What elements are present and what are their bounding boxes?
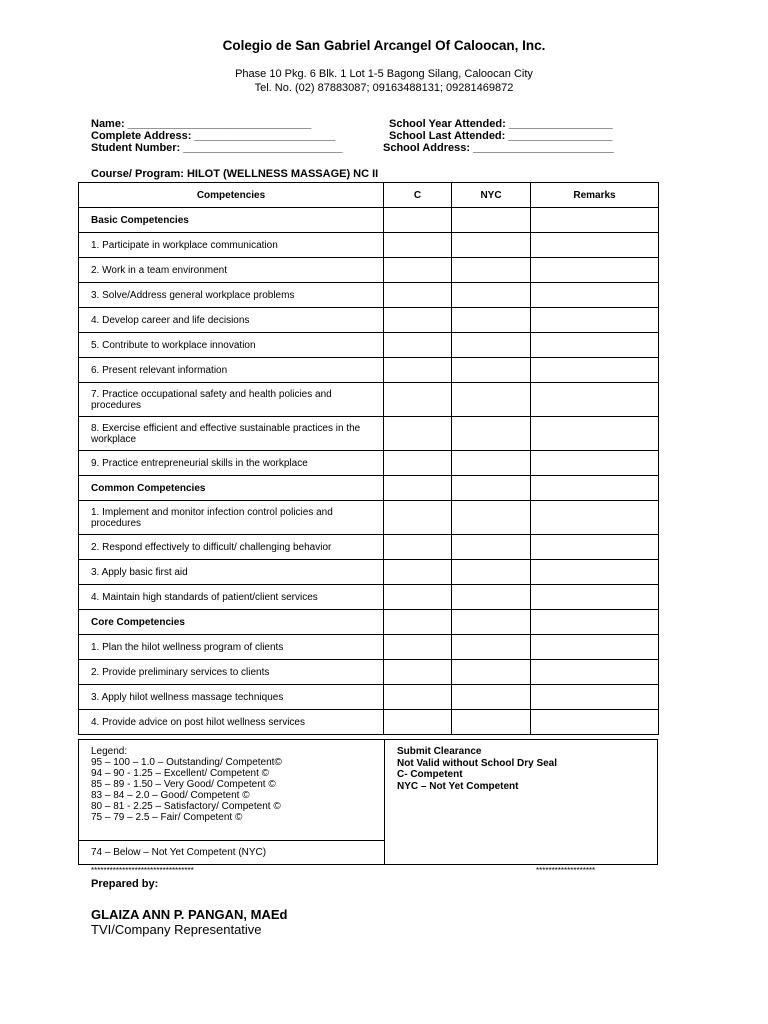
table-row	[79, 417, 659, 451]
nyc-cell[interactable]	[452, 610, 531, 635]
c-cell[interactable]	[384, 635, 452, 660]
legend-note: Submit Clearance	[397, 746, 482, 757]
section-row	[79, 610, 659, 635]
legend-note: C- Competent	[397, 769, 463, 780]
competency-name: 5. Contribute to workplace innovation	[79, 333, 384, 358]
competency-name: 1. Plan the hilot wellness program of clients	[79, 635, 384, 660]
section-row	[79, 476, 659, 501]
header-nyc: NYC	[452, 183, 531, 208]
nyc-cell[interactable]	[452, 585, 531, 610]
table-row	[79, 685, 659, 710]
c-cell[interactable]	[384, 233, 452, 258]
header-remarks: Remarks	[531, 183, 659, 208]
nyc-cell[interactable]	[452, 501, 531, 535]
table-row	[79, 585, 659, 610]
school-title: Colegio de San Gabriel Arcangel Of Caloocan, Inc.	[222, 38, 546, 53]
student-number-field[interactable]: Student Number: __________________________	[91, 142, 343, 154]
course-program: Course/ Program: HILOT (WELLNESS MASSAGE) NC II	[91, 168, 379, 180]
legend-divider	[79, 840, 384, 841]
legend-lines	[91, 746, 282, 823]
section-heading: Core Competencies	[79, 610, 384, 635]
stars-right: *******************	[536, 866, 596, 875]
remarks-cell[interactable]	[531, 476, 659, 501]
competency-name: 2. Provide preliminary services to clients	[79, 660, 384, 685]
remarks-cell[interactable]	[531, 635, 659, 660]
nyc-cell[interactable]	[452, 451, 531, 476]
c-cell[interactable]	[384, 560, 452, 585]
nyc-cell[interactable]	[452, 358, 531, 383]
table-row	[79, 660, 659, 685]
nyc-cell[interactable]	[452, 283, 531, 308]
table-row	[79, 233, 659, 258]
legend-line: 80 – 81 - 2.25 – Satisfactory/ Competent ©	[91, 801, 281, 812]
remarks-cell[interactable]	[531, 685, 659, 710]
header-competencies: Competencies	[79, 183, 384, 208]
c-cell[interactable]	[384, 610, 452, 635]
legend-below: 74 – Below – Not Yet Competent (NYC)	[91, 847, 267, 858]
section-heading: Common Competencies	[79, 476, 384, 501]
remarks-cell[interactable]	[531, 560, 659, 585]
remarks-cell[interactable]	[531, 610, 659, 635]
legend-line: 75 – 79 – 2.5 – Fair/ Competent ©	[91, 812, 243, 823]
c-cell[interactable]	[384, 383, 452, 417]
remarks-cell[interactable]	[531, 358, 659, 383]
table-row	[79, 535, 659, 560]
table-row	[79, 383, 659, 417]
remarks-cell[interactable]	[531, 383, 659, 417]
legend-line: 95 – 100 – 1.0 – Outstanding/ Competent©	[91, 757, 282, 768]
c-cell[interactable]	[384, 417, 452, 451]
legend-line: 94 – 90 - 1.25 – Excellent/ Competent ©	[91, 768, 270, 779]
school-address-block	[0, 67, 768, 95]
c-cell[interactable]	[384, 685, 452, 710]
section-heading: Basic Competencies	[79, 208, 384, 233]
remarks-cell[interactable]	[531, 283, 659, 308]
legend-note: Not Valid without School Dry Seal	[397, 757, 558, 769]
stars-left: *********************************	[91, 866, 194, 875]
table-row	[79, 283, 659, 308]
remarks-cell[interactable]	[531, 451, 659, 476]
nyc-cell[interactable]	[452, 476, 531, 501]
table-row	[79, 358, 659, 383]
competency-name: 1. Participate in workplace communication	[79, 233, 384, 258]
remarks-cell[interactable]	[531, 535, 659, 560]
legend-line: Legend:	[91, 746, 128, 757]
legend-line: 85 – 89 - 1.50 – Very Good/ Competent ©	[91, 779, 276, 790]
legend-grades	[79, 740, 385, 864]
table-row	[79, 710, 659, 735]
competency-name: 4. Provide advice on post hilot wellness services	[79, 710, 384, 735]
competency-name: 2. Work in a team environment	[79, 258, 384, 283]
c-cell[interactable]	[384, 208, 452, 233]
school-address-field[interactable]: School Address: _______________________	[383, 142, 614, 154]
remarks-cell[interactable]	[531, 585, 659, 610]
school-year-attended-field[interactable]: School Year Attended: _________________	[389, 118, 613, 130]
nyc-cell[interactable]	[452, 535, 531, 560]
legend-note: NYC – Not Yet Competent	[397, 780, 519, 792]
c-cell[interactable]	[384, 535, 452, 560]
table-row	[79, 333, 659, 358]
nyc-cell[interactable]	[452, 417, 531, 451]
competency-table	[78, 182, 659, 735]
nyc-cell[interactable]	[452, 685, 531, 710]
competency-rows	[79, 208, 659, 735]
competency-name: 3. Apply basic first aid	[79, 560, 384, 585]
school-phone: Tel. No. (02) 87883087; 09163488131; 09281469872	[254, 82, 514, 94]
nyc-cell[interactable]	[452, 233, 531, 258]
nyc-cell[interactable]	[452, 710, 531, 735]
table-row	[79, 308, 659, 333]
section-row	[79, 208, 659, 233]
competency-name: 6. Present relevant information	[79, 358, 384, 383]
c-cell[interactable]	[384, 710, 452, 735]
nyc-cell[interactable]	[452, 660, 531, 685]
competency-name: 4. Maintain high standards of patient/client services	[79, 585, 384, 610]
competency-name: 4. Develop career and life decisions	[79, 308, 384, 333]
legend-line: 83 – 84 – 2.0 – Good/ Competent ©	[91, 790, 250, 801]
legend-notes	[397, 746, 557, 792]
table-row	[79, 258, 659, 283]
table-row	[79, 501, 659, 535]
remarks-cell[interactable]	[531, 710, 659, 735]
nyc-cell[interactable]	[452, 560, 531, 585]
nyc-cell[interactable]	[452, 383, 531, 417]
school-last-attended-field[interactable]: School Last Attended: _________________	[389, 130, 613, 142]
table-row	[79, 451, 659, 476]
remarks-cell[interactable]	[531, 501, 659, 535]
remarks-cell[interactable]	[531, 208, 659, 233]
table-header-row	[79, 183, 659, 208]
competency-name: 8. Exercise efficient and effective sustainable practices in the workplace	[79, 417, 384, 451]
c-cell[interactable]	[384, 258, 452, 283]
c-cell[interactable]	[384, 358, 452, 383]
signer-name: GLAIZA ANN P. PANGAN, MAEd	[91, 907, 288, 922]
table-row	[79, 635, 659, 660]
remarks-cell[interactable]	[531, 258, 659, 283]
signer-role: TVI/Company Representative	[91, 922, 262, 937]
nyc-cell[interactable]	[452, 258, 531, 283]
remarks-cell[interactable]	[531, 233, 659, 258]
competency-name: 3. Solve/Address general workplace problems	[79, 283, 384, 308]
remarks-cell[interactable]	[531, 417, 659, 451]
competency-name: 1. Implement and monitor infection control policies and procedures	[79, 501, 384, 535]
remarks-cell[interactable]	[531, 308, 659, 333]
c-cell[interactable]	[384, 283, 452, 308]
remarks-cell[interactable]	[531, 333, 659, 358]
c-cell[interactable]	[384, 333, 452, 358]
competency-name: 7. Practice occupational safety and health policies and procedures	[79, 383, 384, 417]
competency-name: 2. Respond effectively to difficult/ challenging behavior	[79, 535, 384, 560]
c-cell[interactable]	[384, 451, 452, 476]
c-cell[interactable]	[384, 585, 452, 610]
table-row	[79, 560, 659, 585]
complete-address-field[interactable]: Complete Address: _______________________	[91, 130, 336, 142]
competency-name: 9. Practice entrepreneurial skills in the workplace	[79, 451, 384, 476]
competency-name: 3. Apply hilot wellness massage techniques	[79, 685, 384, 710]
c-cell[interactable]	[384, 476, 452, 501]
legend-box	[78, 739, 658, 865]
prepared-by-label: Prepared by:	[91, 878, 159, 890]
nyc-cell[interactable]	[452, 635, 531, 660]
nyc-cell[interactable]	[452, 208, 531, 233]
nyc-cell[interactable]	[452, 333, 531, 358]
school-street-address: Phase 10 Pkg. 6 Blk. 1 Lot 1-5 Bagong Silang, Caloocan City	[235, 68, 533, 80]
header-c: C	[384, 183, 452, 208]
nyc-cell[interactable]	[452, 308, 531, 333]
name-field[interactable]: Name: ______________________________	[91, 118, 312, 130]
c-cell[interactable]	[384, 308, 452, 333]
c-cell[interactable]	[384, 501, 452, 535]
remarks-cell[interactable]	[531, 660, 659, 685]
c-cell[interactable]	[384, 660, 452, 685]
